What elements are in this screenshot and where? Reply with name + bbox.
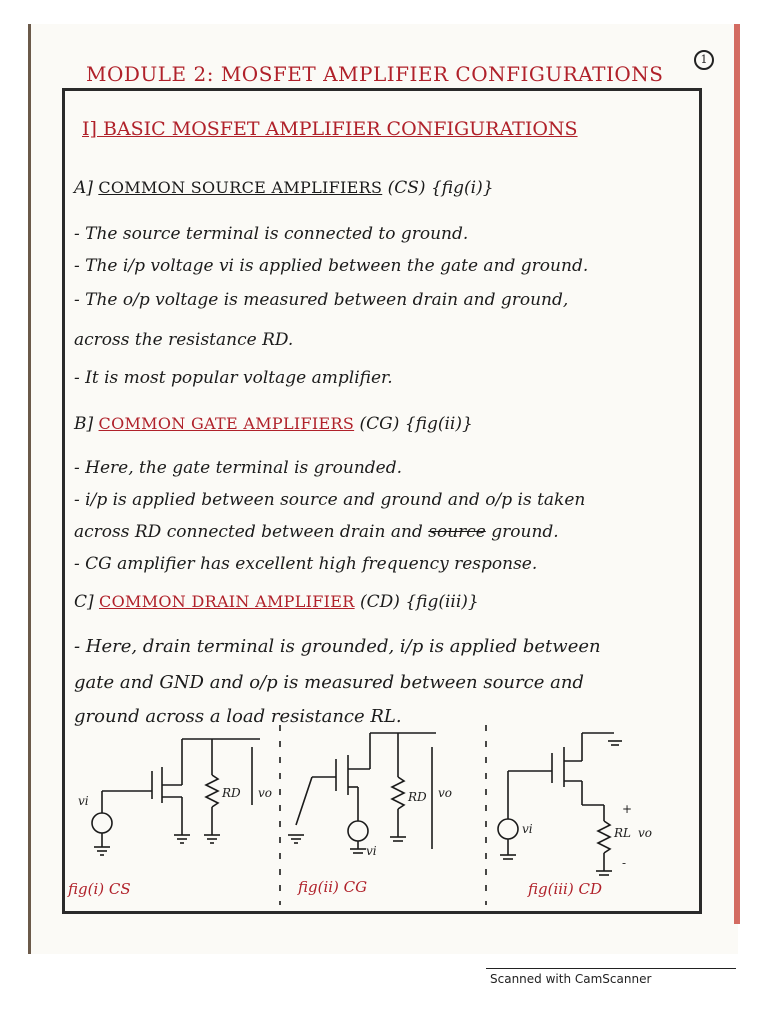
cg-line-4: - CG amplifier has excellent high frequency response. <box>74 554 538 574</box>
page-number: 1 <box>694 50 714 70</box>
cs-heading-tail: (CS) {fig(i)} <box>387 178 494 198</box>
circuit-diagrams <box>66 725 700 915</box>
scanner-footer: Scanned with CamScanner <box>490 972 652 986</box>
cd-line-1: - Here, drain terminal is grounded, i/p is applied between <box>74 636 601 657</box>
cs-heading-prefix: A] <box>74 178 93 198</box>
cd-heading <box>74 592 479 612</box>
cd-heading-title: COMMON DRAIN AMPLIFIER <box>99 592 355 611</box>
page-edge-left <box>28 24 31 954</box>
cg-heading <box>74 414 473 434</box>
cd-circuit <box>498 733 622 875</box>
fig1-rd-label: RD <box>222 786 241 800</box>
fig2-vo-label: vo <box>438 786 453 800</box>
cg-heading-tail: (CG) {fig(ii)} <box>359 414 473 434</box>
cs-line-1: - The source terminal is connected to ground. <box>74 224 469 244</box>
fig3-rl-label: RL <box>614 826 632 840</box>
module-title: MODULE 2: MOSFET AMPLIFIER CONFIGURATIONS <box>86 62 664 86</box>
fig1-vo-label: vo <box>258 786 273 800</box>
fig3-vi-label: vi <box>522 822 533 836</box>
cg-line-3-text: across RD connected between drain and <box>74 522 423 542</box>
cd-line-3: ground across a load resistance RL. <box>74 706 402 727</box>
cs-heading <box>74 178 494 198</box>
page-edge-right <box>734 24 740 924</box>
cd-line-2: gate and GND and o/p is measured between source and <box>74 672 584 693</box>
cg-line-3-tail: ground. <box>491 522 559 542</box>
cd-heading-prefix: C] <box>74 592 94 612</box>
cg-line-3 <box>74 522 559 542</box>
cs-heading-title: COMMON SOURCE AMPLIFIERS <box>98 178 383 197</box>
fig3-minus-label: - <box>622 856 627 870</box>
fig2-rd-label: RD <box>408 790 427 804</box>
cg-struck-word: source <box>428 522 486 542</box>
cs-line-2: - The i/p voltage vi is applied between the gate and ground. <box>74 256 589 276</box>
cg-line-2: - i/p is applied between source and ground and o/p is taken <box>74 490 586 510</box>
footer-divider <box>486 968 736 969</box>
fig3-plus-label: + <box>622 802 633 816</box>
section-heading: I] BASIC MOSFET AMPLIFIER CONFIGURATIONS <box>82 118 578 140</box>
cg-heading-title: COMMON GATE AMPLIFIERS <box>98 414 355 433</box>
fig2-caption: fig(ii) CG <box>298 878 368 896</box>
cs-line-5: - It is most popular voltage amplifier. <box>74 368 393 388</box>
cg-line-1: - Here, the gate terminal is grounded. <box>74 458 403 478</box>
cs-line-4: across the resistance RD. <box>74 330 294 350</box>
cd-heading-tail: (CD) {fig(iii)} <box>360 592 479 612</box>
cg-heading-prefix: B] <box>74 414 94 434</box>
fig3-caption: fig(iii) CD <box>528 880 602 898</box>
cs-line-3: - The o/p voltage is measured between drain and ground, <box>74 290 569 310</box>
fig1-caption: fig(i) CS <box>68 880 131 898</box>
fig1-vi-label: vi <box>78 794 89 808</box>
fig3-vo-label: vo <box>638 826 653 840</box>
fig2-vi-label: vi <box>366 844 377 858</box>
